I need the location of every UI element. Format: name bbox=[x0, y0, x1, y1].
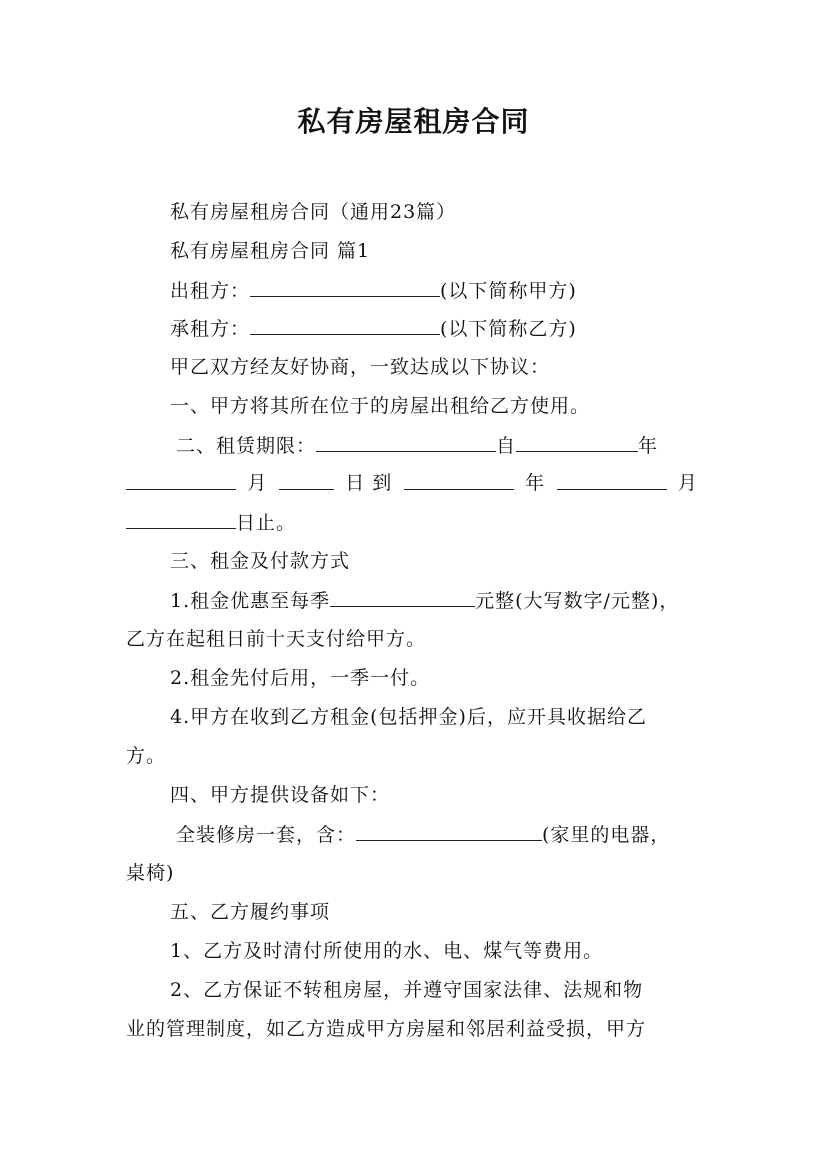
paragraph-line: 4.甲方在收到乙方租金(包括押金)后，应开具收据给乙 bbox=[170, 706, 647, 728]
start-year-blank[interactable] bbox=[516, 433, 638, 452]
end-month-label: 月 bbox=[677, 472, 698, 494]
end-year-label: 年 bbox=[525, 472, 546, 494]
section-heading: 三、租金及付款方式 bbox=[170, 550, 351, 572]
lessor-blank[interactable] bbox=[250, 278, 440, 297]
lease-dates-line bbox=[126, 471, 698, 495]
paragraph-line: 方。 bbox=[126, 745, 167, 767]
document-title: 私有房屋租房合同 bbox=[297, 105, 530, 138]
equipment-label: 全装修房一套，含： bbox=[176, 824, 357, 846]
lease-end-line bbox=[126, 510, 296, 534]
section-heading: 私有房屋租房合同 篇1 bbox=[170, 240, 371, 262]
start-day-blank[interactable] bbox=[279, 471, 334, 490]
lessee-blank[interactable] bbox=[250, 316, 440, 335]
rent-unit: 元整(大写数字/元整)， bbox=[475, 590, 680, 612]
month-label: 月 bbox=[247, 472, 268, 494]
paragraph-line: 甲乙双方经友好协商，一致达成以下协议： bbox=[170, 356, 551, 378]
rent-label: 1.租金优惠至每季 bbox=[170, 590, 331, 612]
year-label: 年 bbox=[638, 435, 659, 457]
lessee-label: 承租方： bbox=[170, 318, 251, 340]
clause-1: 一、甲方将其所在位于的房屋出租给乙方使用。 bbox=[170, 395, 591, 417]
paragraph-line: 乙方在起租日前十天支付给甲方。 bbox=[126, 628, 427, 650]
from-label: 自 bbox=[496, 435, 517, 457]
lessor-note: (以下简称甲方) bbox=[440, 280, 577, 302]
end-label: 日止。 bbox=[236, 512, 297, 534]
section-heading: 四、甲方提供设备如下： bbox=[170, 784, 391, 806]
end-month-blank[interactable] bbox=[557, 471, 667, 490]
lease-term-line bbox=[176, 433, 658, 457]
lessor-label: 出租方： bbox=[170, 280, 251, 302]
rent-amount-blank[interactable] bbox=[330, 588, 475, 607]
equipment-note: (家里的电器， bbox=[542, 824, 671, 846]
paragraph-line: 1、乙方及时清付所使用的水、电、煤气等费用。 bbox=[170, 940, 604, 962]
section-heading: 五、乙方履约事项 bbox=[170, 901, 331, 923]
equipment-blank[interactable] bbox=[356, 822, 542, 841]
end-day-blank[interactable] bbox=[126, 510, 236, 529]
lease-term-label: 二、租赁期限： bbox=[176, 435, 317, 457]
end-year-blank[interactable] bbox=[404, 471, 514, 490]
equipment-line bbox=[176, 822, 670, 846]
paragraph-line: 桌椅) bbox=[126, 862, 175, 884]
subtitle-line: 私有房屋租房合同（通用23篇） bbox=[170, 201, 457, 223]
lease-term-blank[interactable] bbox=[316, 433, 496, 452]
paragraph-line: 2、乙方保证不转租房屋，并遵守国家法律、法规和物 bbox=[170, 979, 644, 1001]
paragraph-line: 2.租金先付后用，一季一付。 bbox=[170, 667, 431, 689]
start-month-blank[interactable] bbox=[126, 471, 236, 490]
day-to-label: 日 到 bbox=[345, 472, 393, 494]
lessee-line bbox=[170, 316, 577, 340]
rent-line bbox=[170, 588, 679, 612]
lessee-note: (以下简称乙方) bbox=[440, 318, 577, 340]
lessor-line bbox=[170, 278, 577, 302]
paragraph-line: 业的管理制度，如乙方造成甲方房屋和邻居利益受损，甲方 bbox=[126, 1018, 647, 1040]
